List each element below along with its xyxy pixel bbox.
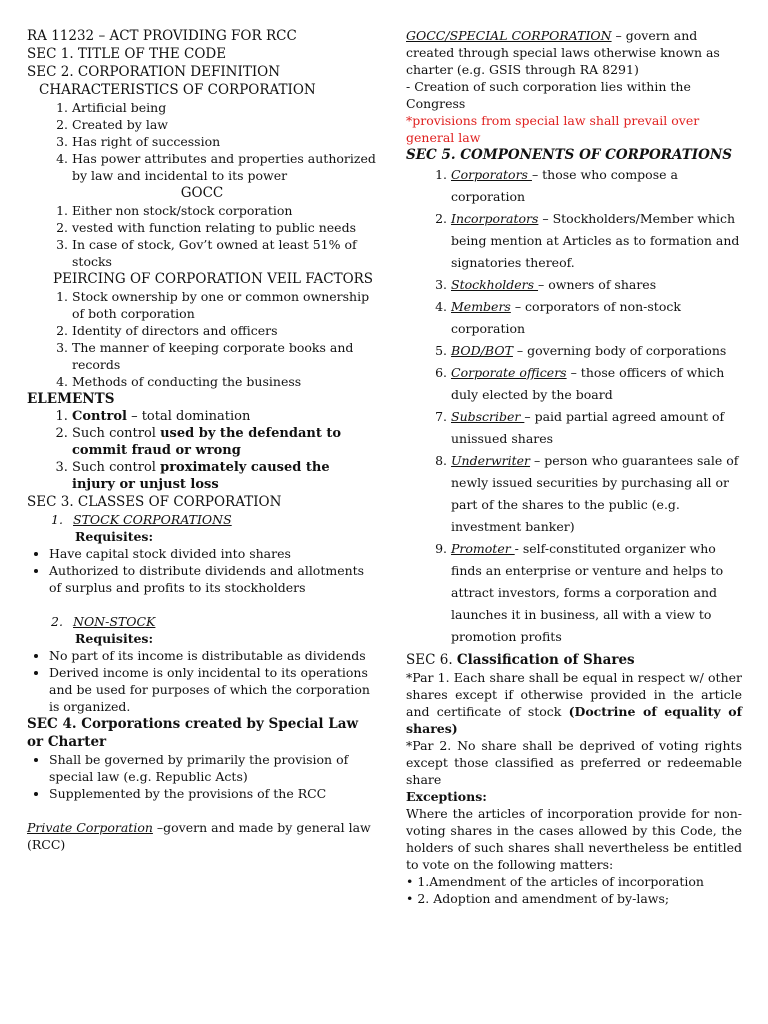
right-column <box>406 27 742 907</box>
list-item: 4. Members – corporators of non-stock corporation <box>451 296 742 340</box>
list-item: 8. Underwriter – person who guarantees sale of newly issued securities by purchasing all or part of the shares to the public (e.g. investment banker) <box>451 450 742 538</box>
list-item: 3. In case of stock, Gov’t owned at least 51% of stocks <box>72 236 377 270</box>
characteristics-list <box>27 99 377 184</box>
element-bold: Control <box>72 409 127 424</box>
list-item <box>72 425 377 459</box>
list-item: 9. Promoter - self-constituted organizer who finds an enterprise or venture and helps to attract investors, forms a corporation and launches it in business, all with a view to promotion profits <box>451 538 742 648</box>
list-item: 1. Stock ownership by one or common ownership of both corporation <box>72 288 377 322</box>
nonstock-requisites-list <box>27 647 377 715</box>
document-title: RA 11232 – ACT PROVIDING FOR RCC <box>27 28 297 44</box>
list-item: 5. BOD/BOT – governing body of corporations <box>451 340 742 362</box>
exceptions-label: Exceptions: <box>406 789 487 804</box>
left-column <box>27 27 377 853</box>
sec4-heading: SEC 4. Corporations created by Special Law or Charter <box>27 716 359 750</box>
list-item: 7. Subscriber – paid partial agreed amount of unissued shares <box>451 406 742 450</box>
piercing-heading: PEIRCING OF CORPORATION VEIL FACTORS <box>53 271 374 287</box>
gocc-heading: GOCC <box>180 185 224 201</box>
list-item: 3. The manner of keeping corporate books and records <box>72 339 377 373</box>
stock-corporations-label: 1. STOCK CORPORATIONS <box>51 512 232 527</box>
gocc-special-corporation: GOCC/SPECIAL CORPORATION – govern and created through special laws otherwise known as charter (e.g. GSIS through RA 8291) <box>406 28 720 77</box>
list-item: • Shall be governed by primarily the provision of special law (e.g. Republic Acts) <box>49 751 377 785</box>
list-item: 3. Has right of succession <box>72 133 377 150</box>
list-item: • Authorized to distribute dividends and allotments of surplus and profits to its stockholders <box>49 562 377 596</box>
exceptions-text: Where the articles of incorporation provide for non-voting shares in the cases allowed by this Code, the holders of such shares shall nevertheless be entitled to vote on the following matters: <box>406 806 742 872</box>
elements-list <box>27 408 377 493</box>
element-text: – total domination <box>126 409 251 424</box>
piercing-list <box>27 288 377 390</box>
list-item: 1. Either non stock/stock corporation <box>72 202 377 219</box>
list-item: 1. Artificial being <box>72 99 377 116</box>
non-stock-label: 2. NON-STOCK <box>51 614 156 629</box>
requisites-label: Requisites: <box>75 631 154 646</box>
list-item: 1. Corporators – those who compose a corporation <box>451 164 742 208</box>
element-bold: used by the defendant to commit fraud or wrong <box>72 426 342 458</box>
gocc-list <box>27 202 377 270</box>
sec1-heading: SEC 1. TITLE OF THE CODE <box>27 46 227 62</box>
components-list <box>406 164 742 648</box>
list-item: 6. Corporate officers – those officers of which duly elected by the board <box>451 362 742 406</box>
list-item: • Derived income is only incidental to its operations and be used for purposes of which the corporation is organized. <box>49 664 377 715</box>
sec2-heading: SEC 2. CORPORATION DEFINITION <box>27 64 281 80</box>
sec4-list <box>27 751 377 802</box>
list-item: 3. Stockholders – owners of shares <box>451 274 742 296</box>
elements-heading: ELEMENTS <box>27 391 115 407</box>
list-item: • Supplemented by the provisions of the RCC <box>49 785 377 802</box>
list-item: 4. Methods of conducting the business <box>72 373 377 390</box>
list-item: 2. Incorporators – Stockholders/Member which being mention at Articles as to formation and signatories thereof. <box>451 208 742 274</box>
element-bold: proximately caused the injury or unjust loss <box>72 460 330 492</box>
list-item: 2. vested with function relating to public needs <box>72 219 377 236</box>
creation-note: - Creation of such corporation lies within the Congress <box>406 79 691 111</box>
requisites-label: Requisites: <box>75 529 154 544</box>
par2: *Par 2. No share shall be deprived of voting rights except those classified as preferred or redeemable share <box>406 738 742 787</box>
sec5-heading: SEC 5. COMPONENTS OF CORPORATIONS <box>406 147 732 163</box>
par1: *Par 1. Each share shall be equal in respect w/ other shares except if otherwise provided in the article and certificate of stock (Doctrine of equality of shares) <box>406 670 742 736</box>
list-item: • No part of its income is distributable as dividends <box>49 647 377 664</box>
stock-requisites-list <box>27 545 377 596</box>
sec3-heading: SEC 3. CLASSES OF CORPORATION <box>27 494 282 510</box>
list-item: 2. Identity of directors and officers <box>72 322 377 339</box>
element-text: Such control <box>72 426 161 441</box>
list-item <box>72 408 377 425</box>
red-note: *provisions from special law shall prevail over general law <box>406 113 700 145</box>
exception-item: • 2. Adoption and amendment of by-laws; <box>406 891 670 906</box>
list-item <box>72 459 377 493</box>
private-corporation: Private Corporation –govern and made by general law (RCC) <box>27 820 371 852</box>
exception-item: • 1.Amendment of the articles of incorporation <box>406 874 704 889</box>
list-item: 2. Created by law <box>72 116 377 133</box>
characteristics-heading: CHARACTERISTICS OF CORPORATION <box>39 82 316 98</box>
sec6-heading: SEC 6. Classification of Shares <box>406 652 635 668</box>
element-text: Such control <box>72 460 161 475</box>
list-item: 4. Has power attributes and properties authorized by law and incidental to its power <box>72 150 377 184</box>
list-item: • Have capital stock divided into shares <box>49 545 377 562</box>
